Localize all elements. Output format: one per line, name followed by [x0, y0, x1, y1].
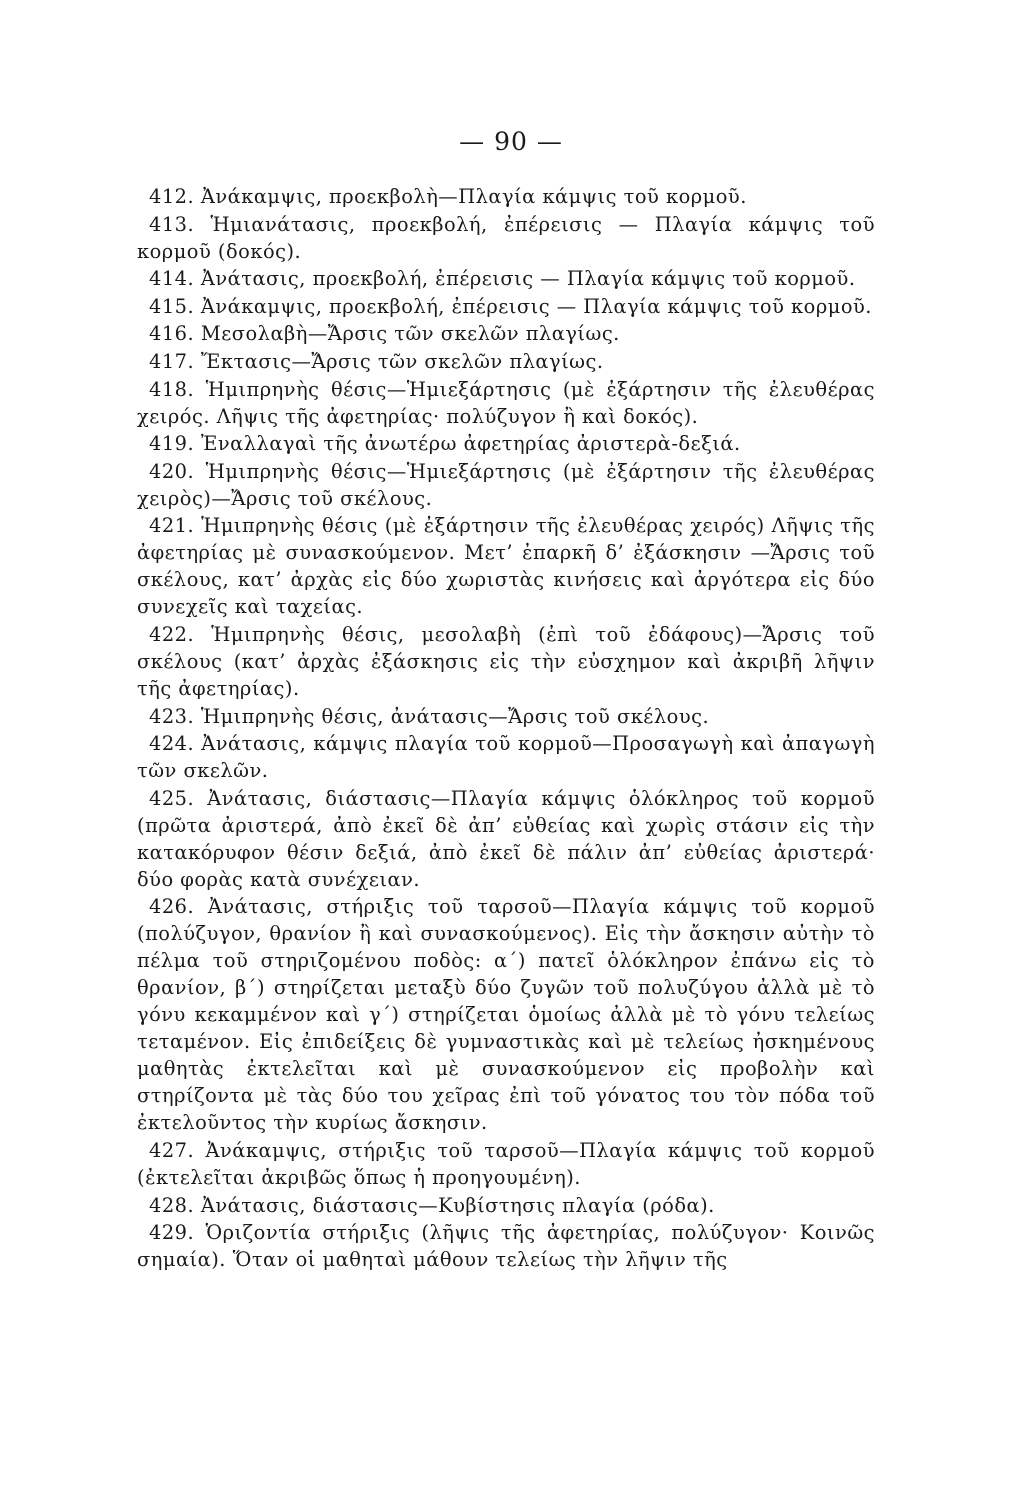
paragraph-422: 422. Ἡμιπρηνὴς θέσις, μεσολαβὴ (ἐπὶ τοῦ ἐδάφους)—Ἄρσις τοῦ σκέλους (κατ’ ἀρχὰς ἐξάσκησις εἰς τὴν εὐσχημον καὶ ἀκριβῆ λῆψιν τῆς ἀφετηρίας). [137, 622, 875, 700]
text-body [137, 183, 875, 1274]
paragraph-424: 424. Ἀνάτασις, κάμψις πλαγία τοῦ κορμοῦ—Προσαγωγὴ καὶ ἀπαγωγὴ τῶν σκελῶν. [137, 732, 875, 783]
paragraph-425: 425. Ἀνάτασις, διάστασις—Πλαγία κάμψις ὁλόκληρος τοῦ κορμοῦ (πρῶτα ἀριστερά, ἀπὸ ἐκεῖ δὲ ἀπ’ εὐθείας καὶ χωρὶς στάσιν εἰς τὴν κατακόρυφον θέσιν δεξιά, ἀπὸ ἐκεῖ δὲ πάλιν ἀπ’ εὐθείας ἀριστερά· δύο φορὰς κατὰ συνέχειαν. [137, 786, 875, 891]
paragraph-412: 412. Ἀνάκαμψις, προεκβολὴ—Πλαγία κάμψις τοῦ κορμοῦ. [149, 185, 747, 208]
paragraph-428: 428. Ἀνάτασις, διάστασις—Κυβίστησις πλαγία (ρόδα). [149, 1193, 715, 1217]
paragraph-423: 423. Ἡμιπρηνὴς θέσις, ἀνάτασις—Ἄρσις τοῦ σκέλους. [149, 704, 710, 728]
paragraph-426: 426. Ἀνάτασις, στήριξις τοῦ ταρσοῦ—Πλαγία κάμψις τοῦ κορμοῦ (πολύζυγον, θρανίον ἢ καὶ συνασκούμενος). Εἰς τὴν ἄσκησιν αὐτὴν τὸ πέλμα τοῦ στηριζομένου ποδὸς: α΄) πατεῖ ὁλόκληρον ἐπάνω εἰς τὸ θρανίον, β΄) στηρίζεται μεταξὺ δύο ζυγῶν τοῦ πολυζύγου ἀλλὰ μὲ τὸ γόνυ κεκαμμένον καὶ γ΄) στηρίζεται ὁμοίως ἀλλὰ μὲ τὸ γόνυ τελείως τεταμένον. Εἰς ἐπιδείξεις δὲ γυμναστικὰς καὶ μὲ τελείως ἠσκημένους μαθητὰς ἐκτελεῖται καὶ μὲ συνασκούμενον εἰς προβολὴν καὶ στηρίζοντα μὲ τὰς δύο του χεῖρας ἐπὶ τοῦ γόνατος του τὸν πόδα τοῦ ἐκτελοῦντος τὴν κυρίως ἄσκησιν. [137, 895, 875, 1135]
paragraph-429: 429. Ὁριζοντία στήριξις (λῆψις τῆς ἀφετηρίας, πολύζυγον· Κοινῶς σημαία). Ὅταν οἱ μαθηταὶ μάθουν τελείως τὴν λῆψιν τῆς [137, 1221, 875, 1272]
paragraph-419: 419. Ἐναλλαγαὶ τῆς ἀνωτέρω ἀφετηρίας ἀριστερὰ-δεξιά. [149, 432, 741, 456]
paragraph-415: 415. Ἀνάκαμψις, προεκβολή, ἐπέρεισις — Πλαγία κάμψις τοῦ κορμοῦ. [149, 294, 872, 318]
paragraph-418: 418. Ἡμιπρηνὴς θέσις—Ἡμιεξάρτησις (μὲ ἐξάρτησιν τῆς ἐλευθέρας χειρός. Λῆψις τῆς ἀφετηρίας· πολύζυγον ἢ καὶ δοκός). [137, 377, 875, 428]
page-number: — 90 — [459, 127, 563, 156]
paragraph-420: 420. Ἡμιπρηνὴς θέσις—Ἡμιεξάρτησις (μὲ ἐξάρτησιν τῆς ἐλευθέρας χειρὸς)—Ἄρσις τοῦ σκέλους. [137, 459, 875, 510]
paragraph-421: 421. Ἡμιπρηνὴς θέσις (μὲ ἐξάρτησιν τῆς ἐλευθέρας χειρός) Λῆψις τῆς ἀφετηρίας μὲ συνασκούμενον. Μετ’ ἐπαρκῆ δ’ ἐξάσκησιν —Ἄρσις τοῦ σκέλους, κατ’ ἀρχὰς εἰς δύο χωριστὰς κινήσεις καὶ ἀργότερα εἰς δύο συνεχεῖς καὶ ταχείας. [137, 514, 875, 619]
paragraph-414: 414. Ἀνάτασις, προεκβολή, ἐπέρεισις — Πλαγία κάμψις τοῦ κορμοῦ. [149, 267, 856, 291]
paragraph-417: 417. Ἔκτασις—Ἄρσις τῶν σκελῶν πλαγίως. [149, 349, 604, 373]
paragraph-427: 427. Ἀνάκαμψις, στήριξις τοῦ ταρσοῦ—Πλαγία κάμψις τοῦ κορμοῦ (ἐκτελεῖται ἀκριβῶς ὅπως ἡ προηγουμένη). [137, 1138, 875, 1189]
paragraph-416: 416. Μεσολαβὴ—Ἄρσις τῶν σκελῶν πλαγίως. [149, 322, 620, 346]
paragraph-413: 413. Ἡμιανάτασις, προεκβολή, ἐπέρεισις — Πλαγία κάμψις τοῦ κορμοῦ (δοκός). [137, 212, 875, 263]
